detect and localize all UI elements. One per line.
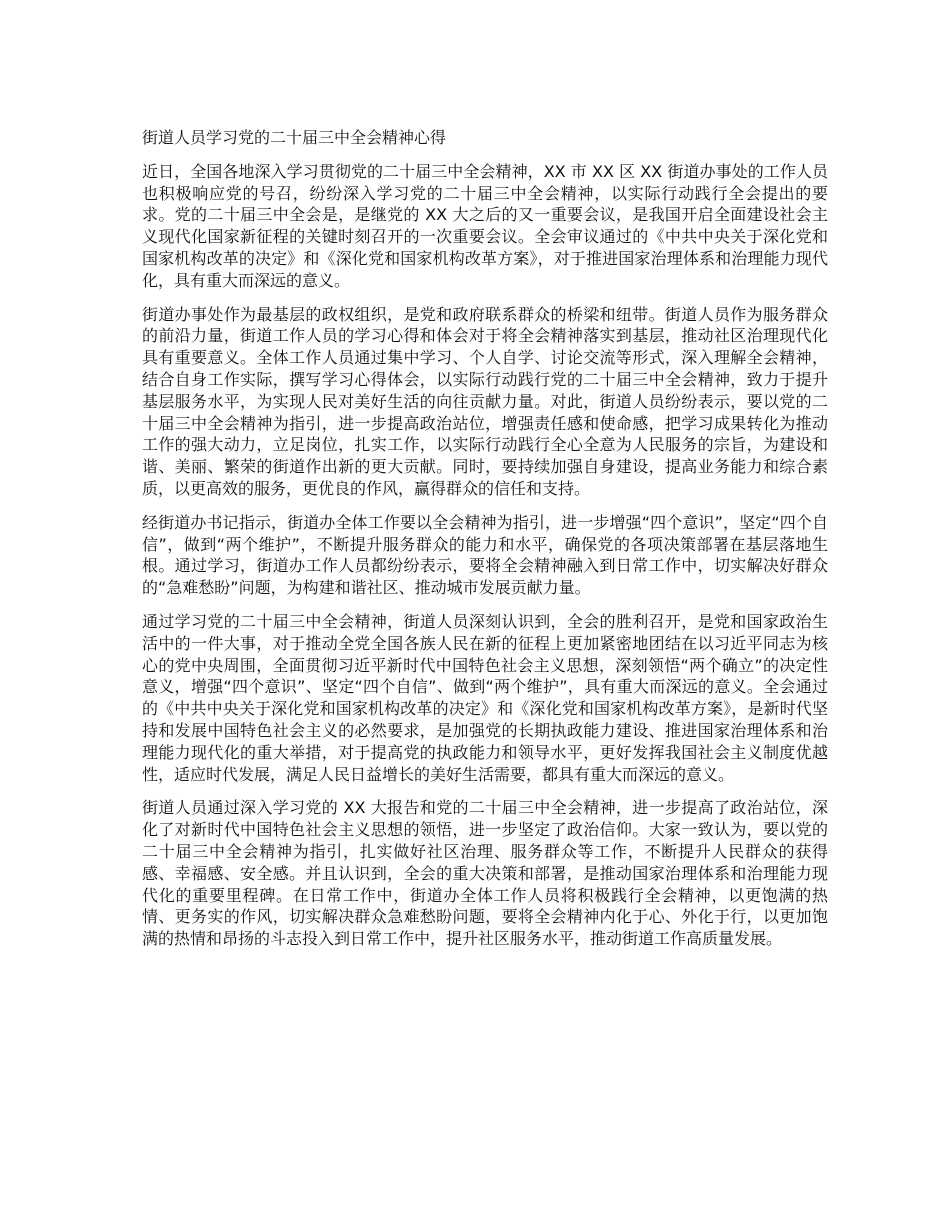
paragraph-2: 街道办事处作为最基层的政权组织，是党和政府联系群众的桥梁和纽带。街道人员作为服务群众的前沿力量，街道工作人员的学习心得和体会对于将全会精神落实到基层，推动社区治理现代化具有重要意义。全体工作人员通过集中学习、个人自学、讨论交流等形式，深入理解全会精神，结合自身工作实际，撰写学习心得体会，以实际行动践行党的二十届三中全会精神，致力于提升基层服务水平，为实现人民对美好生活的向往贡献力量。对此，街道人员纷纷表示，要以党的二十届三中全会精神为指引，进一步提高政治站位，增强责任感和使命感，把学习成果转化为推动工作的强大动力，立足岗位，扎实工作，以实际行动践行全心全意为人民服务的宗旨，为建设和谐、美丽、繁荣的街道作出新的更大贡献。同时，要持续加强自身建设，提高业务能力和综合素质，以更高效的服务，更优良的作风，赢得群众的信任和支持。	[142, 304, 828, 498]
paragraph-1: 近日，全国各地深入学习贯彻党的二十届三中全会精神，XX 市 XX 区 XX 街道办事处的工作人员也积极响应党的号召，纷纷深入学习党的二十届三中全会精神，以实际行动践行全会提出的要求。党的二十届三中全会是，是继党的 XX 大之后的又一重要会议，是我国开启全面建设社会主义现代化国家新征程的关键时刻召开的一次重要会议。全会审议通过的《中共中央关于深化党和国家机构改革的决定》和《深化党和国家机构改革方案》，对于推进国家治理体系和治理能力现代化，具有重大而深远的意义。	[142, 161, 828, 290]
paragraph-3: 经街道办书记指示，街道办全体工作要以全会精神为指引，进一步增强“四个意识”，坚定“四个自信”，做到“两个维护”，不断提升服务群众的能力和水平，确保党的各项决策部署在基层落地生根。通过学习，街道办工作人员都纷纷表示，要将全会精神融入到日常工作中，切实解决好群众的“急难愁盼”问题，为构建和谐社区、推动城市发展贡献力量。	[142, 512, 828, 598]
paragraph-5: 街道人员通过深入学习党的 XX 大报告和党的二十届三中全会精神，进一步提高了政治站位，深化了对新时代中国特色社会主义思想的领悟，进一步坚定了政治信仰。大家一致认为，要以党的二十届三中全会精神为指引，扎实做好社区治理、服务群众等工作，不断提升人民群众的获得感、幸福感、安全感。并且认识到，全会的重大决策和部署，是推动国家治理体系和治理能力现代化的重要里程碑。在日常工作中，街道办全体工作人员将积极践行全会精神，以更饱满的热情、更务实的作风，切实解决群众急难愁盼问题，要将全会精神内化于心、外化于行，以更加饱满的热情和昂扬的斗志投入到日常工作中，提升社区服务水平，推动街道工作高质量发展。	[142, 798, 828, 949]
paragraph-4: 通过学习党的二十届三中全会精神，街道人员深刻认识到，全会的胜利召开，是党和国家政治生活中的一件大事，对于推动全党全国各族人民在新的征程上更加紧密地团结在以习近平同志为核心的党中央周围，全面贯彻习近平新时代中国特色社会主义思想，深刻领悟“两个确立”的决定性意义，增强“四个意识”、坚定“四个自信”、做到“两个维护”，具有重大而深远的意义。全会通过的《中共中央关于深化党和国家机构改革的决定》和《深化党和国家机构改革方案》，是新时代坚持和发展中国特色社会主义的必然要求，是加强党的长期执政能力建设、推进国家治理体系和治理能力现代化的重大举措，对于提高党的执政能力和领导水平，更好发挥我国社会主义制度优越性，适应时代发展，满足人民日益增长的美好生活需要，都具有重大而深远的意义。	[142, 611, 828, 784]
document-body	[142, 127, 828, 962]
document-title: 街道人员学习党的二十届三中全会精神心得	[142, 128, 447, 147]
